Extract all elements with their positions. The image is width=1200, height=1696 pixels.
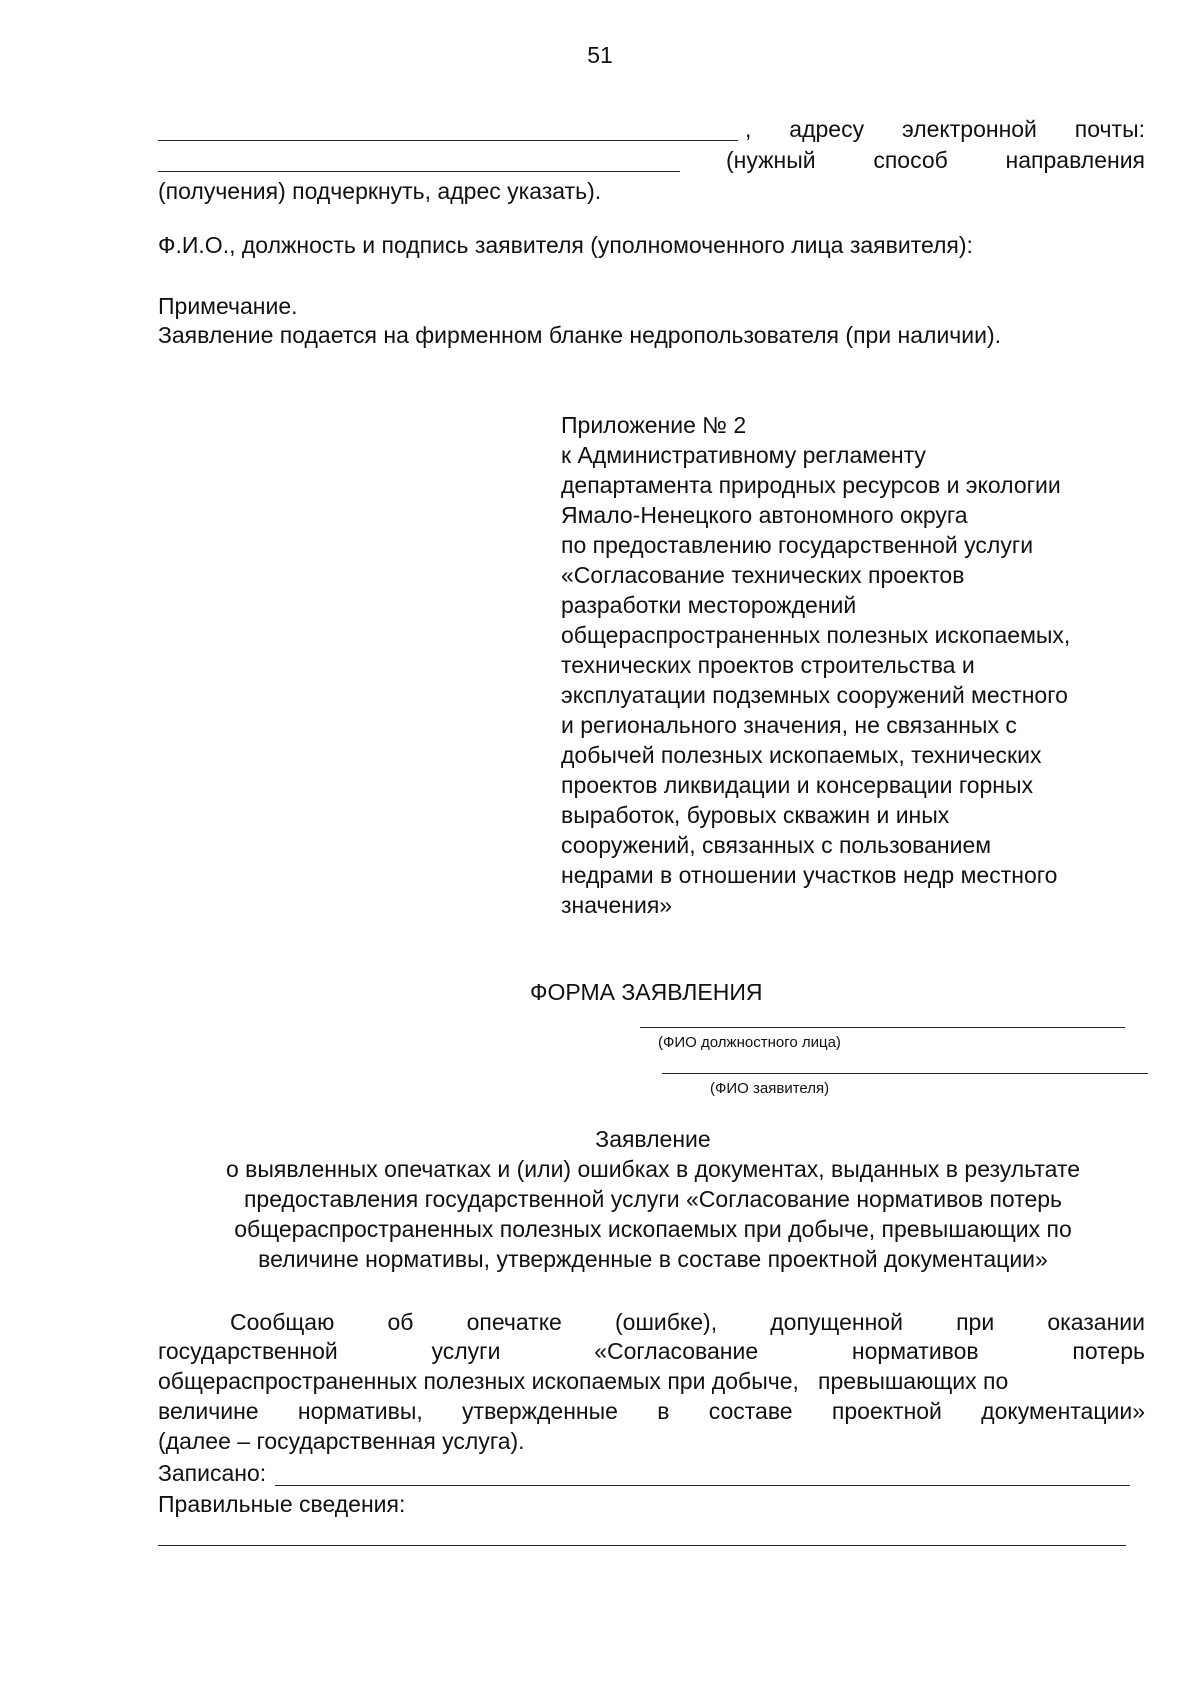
appendix-line: эксплуатации подземных сооружений местного (561, 682, 1068, 708)
body-line: Сообщаю об опечатке (ошибке), допущенной при оказании (230, 1309, 1145, 1335)
appendix-line: Приложение № 2 (561, 412, 747, 438)
appendix-line: значения» (561, 892, 673, 918)
body-line: государственной услуги «Согласование нормативов потерь (158, 1338, 1145, 1364)
appendix-line: выработок, буровых скважин и иных (561, 802, 950, 828)
application-subtitle-line: предоставления государственной услуги «Согласование нормативов потерь (243, 1186, 1063, 1212)
appendix-line: и регионального значения, не связанных с (561, 712, 1017, 738)
correct-info-value-line[interactable] (158, 1545, 1126, 1546)
written-value-line[interactable] (275, 1485, 1130, 1486)
application-subtitle-line: величине нормативы, утвержденные в составе проектной документации» (258, 1246, 1048, 1272)
body-line: величине нормативы, утвержденные в составе проектной документации» (158, 1398, 1145, 1424)
appendix-line: технических проектов строительства и (561, 652, 975, 678)
appendix-line: по предоставлению государственной услуги (561, 532, 1034, 558)
applicant-name-line (662, 1073, 1148, 1074)
appendix-line: добычей полезных ископаемых, технических (561, 742, 1042, 768)
appendix-line: к Административному регламенту (561, 442, 926, 468)
correct-info-label: Правильные сведения: (158, 1491, 406, 1517)
note-title: Примечание. (158, 293, 298, 319)
official-name-line (640, 1027, 1125, 1028)
signature-label: Ф.И.О., должность и подпись заявителя (уполномоченного лица заявителя): (158, 232, 973, 258)
body-line: общераспространенных полезных ископаемых при добыче, превышающих по (158, 1368, 1009, 1394)
appendix-line: Ямало-Ненецкого автономного округа (561, 502, 968, 528)
appendix-line: разработки месторождений (561, 592, 857, 618)
page-number: 51 (587, 42, 613, 68)
form-heading: ФОРМА ЗАЯВЛЕНИЯ (530, 979, 763, 1005)
blank-line-postal (158, 140, 738, 141)
blank-line-email (158, 171, 680, 172)
appendix-line: «Согласование технических проектов (561, 562, 965, 588)
applicant-name-caption: (ФИО заявителя) (710, 1080, 830, 1097)
appendix-block (561, 410, 1070, 920)
application-subtitle-line: общераспространенных полезных ископаемых при добыче, превышающих по (234, 1216, 1072, 1242)
appendix-line: департамента природных ресурсов и экологии (561, 472, 1061, 498)
appendix-line: недрами в отношении участков недр местного (561, 862, 1058, 888)
appendix-line: общераспространенных полезных ископаемых, (561, 622, 1071, 648)
body-line: (далее – государственная услуга). (158, 1428, 525, 1454)
delivery-method-note: (получения) подчеркнуть, адрес указать). (158, 178, 602, 204)
note-text: Заявление подается на фирменном бланке недропользователя (при наличии). (158, 322, 1002, 348)
email-address-text: , адресу электронной почты: (745, 116, 1145, 142)
delivery-method-text: (нужный способ направления (726, 147, 1145, 173)
appendix-line: сооружений, связанных с пользованием (561, 832, 992, 858)
application-title: Заявление (595, 1126, 711, 1152)
application-subtitle-line: о выявленных опечатках и (или) ошибках в документах, выданных в результате (225, 1156, 1081, 1182)
appendix-line: проектов ликвидации и консервации горных (561, 772, 1034, 798)
written-label: Записано: (158, 1460, 267, 1486)
official-name-caption: (ФИО должностного лица) (658, 1034, 841, 1051)
